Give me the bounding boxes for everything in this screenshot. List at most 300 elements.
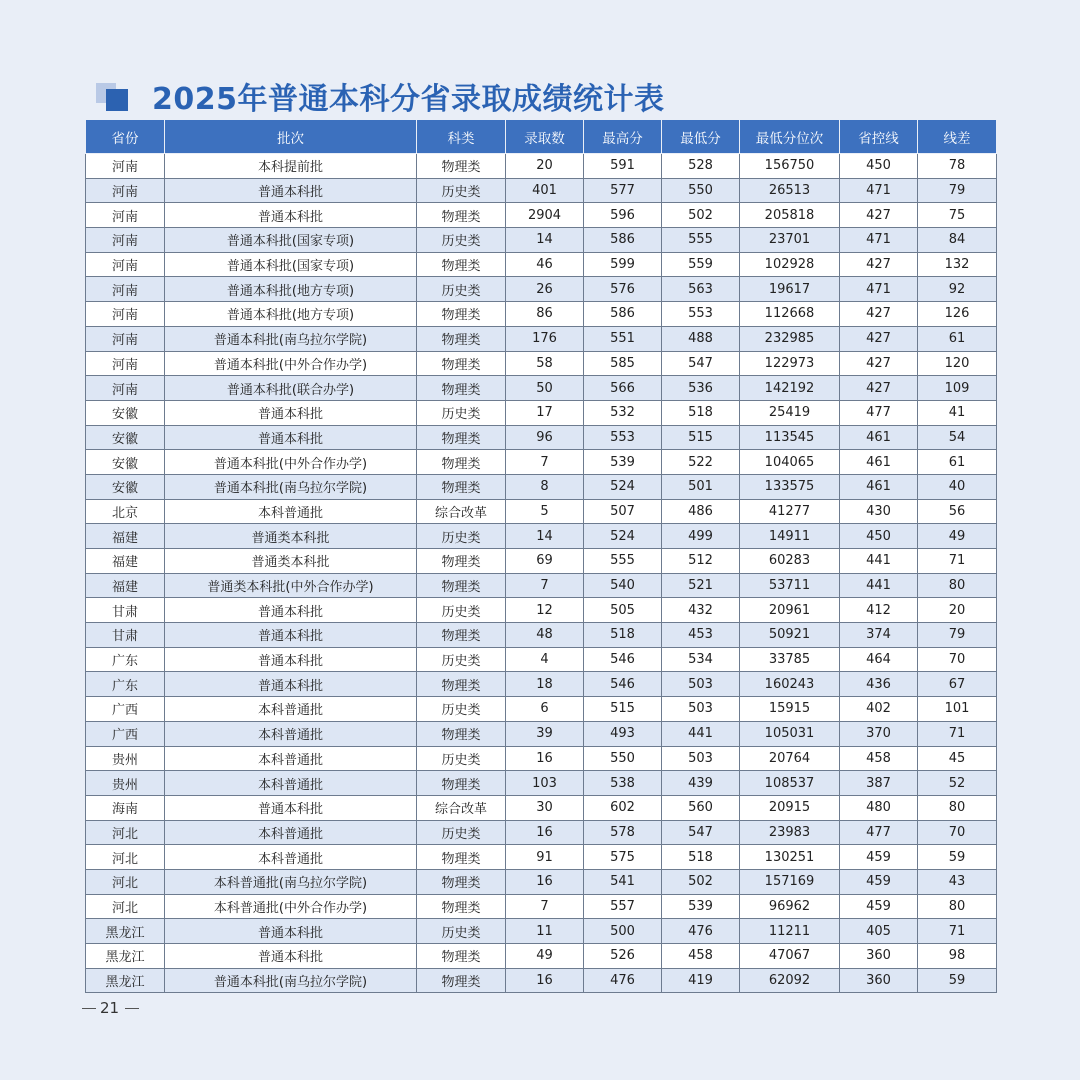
cell-admitted: 49 <box>506 944 584 969</box>
cell-subject: 物理类 <box>417 944 506 969</box>
cell-control-line: 436 <box>840 672 918 697</box>
cell-line-diff: 61 <box>918 326 997 351</box>
cell-line-diff: 92 <box>918 277 997 302</box>
cell-batch: 普通本科批 <box>165 400 417 425</box>
cell-province: 海南 <box>86 795 165 820</box>
cell-min-score: 512 <box>662 549 740 574</box>
cell-control-line: 461 <box>840 450 918 475</box>
cell-province: 广东 <box>86 672 165 697</box>
table-row <box>86 203 997 228</box>
cell-batch: 普通本科批 <box>165 647 417 672</box>
cell-subject: 物理类 <box>417 771 506 796</box>
header-province: 省份 <box>86 120 165 154</box>
table-row <box>86 845 997 870</box>
cell-control-line: 461 <box>840 425 918 450</box>
cell-min-rank: 23701 <box>740 228 840 253</box>
cell-batch: 本科普通批 <box>165 721 417 746</box>
cell-batch: 本科普通批 <box>165 771 417 796</box>
cell-max-score: 577 <box>584 178 662 203</box>
cell-min-score: 503 <box>662 746 740 771</box>
cell-min-rank: 20915 <box>740 795 840 820</box>
cell-province: 黑龙江 <box>86 968 165 993</box>
cell-control-line: 471 <box>840 277 918 302</box>
cell-admitted: 103 <box>506 771 584 796</box>
cell-line-diff: 45 <box>918 746 997 771</box>
cell-admitted: 7 <box>506 573 584 598</box>
cell-max-score: 532 <box>584 400 662 425</box>
cell-admitted: 17 <box>506 400 584 425</box>
cell-max-score: 576 <box>584 277 662 302</box>
cell-province: 福建 <box>86 573 165 598</box>
cell-batch: 普通本科批 <box>165 944 417 969</box>
table-row <box>86 968 997 993</box>
cell-control-line: 464 <box>840 647 918 672</box>
cell-line-diff: 109 <box>918 376 997 401</box>
cell-line-diff: 71 <box>918 721 997 746</box>
cell-subject: 物理类 <box>417 721 506 746</box>
cell-province: 贵州 <box>86 771 165 796</box>
table-row <box>86 277 997 302</box>
cell-admitted: 48 <box>506 623 584 648</box>
cell-control-line: 427 <box>840 351 918 376</box>
header-max-score: 最高分 <box>584 120 662 154</box>
cell-min-score: 539 <box>662 894 740 919</box>
cell-admitted: 2904 <box>506 203 584 228</box>
cell-province: 北京 <box>86 499 165 524</box>
cell-batch: 普通本科批(国家专项) <box>165 228 417 253</box>
table-row <box>86 573 997 598</box>
cell-admitted: 26 <box>506 277 584 302</box>
cell-batch: 普通本科批 <box>165 623 417 648</box>
cell-batch: 普通本科批(南乌拉尔学院) <box>165 474 417 499</box>
table-row <box>86 499 997 524</box>
cell-line-diff: 56 <box>918 499 997 524</box>
cell-min-rank: 53711 <box>740 573 840 598</box>
cell-min-score: 518 <box>662 845 740 870</box>
square-bullet-icon <box>96 79 132 113</box>
cell-control-line: 441 <box>840 549 918 574</box>
cell-min-score: 503 <box>662 672 740 697</box>
page-number <box>78 999 143 1017</box>
cell-min-score: 453 <box>662 623 740 648</box>
cell-min-score: 553 <box>662 302 740 327</box>
cell-admitted: 14 <box>506 228 584 253</box>
cell-province: 安徽 <box>86 425 165 450</box>
cell-control-line: 441 <box>840 573 918 598</box>
cell-min-rank: 113545 <box>740 425 840 450</box>
cell-line-diff: 75 <box>918 203 997 228</box>
cell-province: 河南 <box>86 302 165 327</box>
cell-province: 河南 <box>86 252 165 277</box>
cell-min-rank: 26513 <box>740 178 840 203</box>
cell-province: 河南 <box>86 228 165 253</box>
cell-control-line: 405 <box>840 919 918 944</box>
cell-min-rank: 23983 <box>740 820 840 845</box>
cell-line-diff: 70 <box>918 820 997 845</box>
cell-line-diff: 126 <box>918 302 997 327</box>
cell-min-score: 515 <box>662 425 740 450</box>
cell-subject: 物理类 <box>417 154 506 179</box>
cell-subject: 物理类 <box>417 894 506 919</box>
cell-min-score: 536 <box>662 376 740 401</box>
cell-max-score: 553 <box>584 425 662 450</box>
cell-admitted: 96 <box>506 425 584 450</box>
cell-batch: 普通本科批 <box>165 795 417 820</box>
cell-subject: 物理类 <box>417 623 506 648</box>
cell-min-score: 503 <box>662 697 740 722</box>
cell-province: 安徽 <box>86 474 165 499</box>
cell-control-line: 427 <box>840 203 918 228</box>
cell-batch: 本科提前批 <box>165 154 417 179</box>
cell-admitted: 6 <box>506 697 584 722</box>
cell-province: 河南 <box>86 326 165 351</box>
cell-min-score: 555 <box>662 228 740 253</box>
cell-province: 甘肃 <box>86 598 165 623</box>
cell-line-diff: 98 <box>918 944 997 969</box>
table-row <box>86 425 997 450</box>
cell-admitted: 8 <box>506 474 584 499</box>
cell-subject: 历史类 <box>417 277 506 302</box>
cell-subject: 物理类 <box>417 302 506 327</box>
cell-min-score: 476 <box>662 919 740 944</box>
cell-subject: 历史类 <box>417 697 506 722</box>
cell-line-diff: 79 <box>918 178 997 203</box>
table-row <box>86 598 997 623</box>
cell-control-line: 374 <box>840 623 918 648</box>
cell-batch: 普通本科批 <box>165 598 417 623</box>
table-row <box>86 154 997 179</box>
cell-province: 福建 <box>86 524 165 549</box>
cell-min-rank: 47067 <box>740 944 840 969</box>
cell-batch: 普通本科批(地方专项) <box>165 302 417 327</box>
cell-admitted: 86 <box>506 302 584 327</box>
cell-subject: 物理类 <box>417 474 506 499</box>
cell-min-rank: 232985 <box>740 326 840 351</box>
cell-admitted: 11 <box>506 919 584 944</box>
cell-min-rank: 33785 <box>740 647 840 672</box>
table-row <box>86 697 997 722</box>
cell-min-rank: 15915 <box>740 697 840 722</box>
cell-admitted: 39 <box>506 721 584 746</box>
cell-subject: 物理类 <box>417 376 506 401</box>
cell-min-score: 458 <box>662 944 740 969</box>
cell-control-line: 387 <box>840 771 918 796</box>
cell-subject: 历史类 <box>417 178 506 203</box>
cell-control-line: 459 <box>840 894 918 919</box>
table-row <box>86 869 997 894</box>
table-row <box>86 820 997 845</box>
cell-control-line: 480 <box>840 795 918 820</box>
cell-line-diff: 71 <box>918 919 997 944</box>
cell-batch: 普通本科批(中外合作办学) <box>165 351 417 376</box>
cell-min-score: 499 <box>662 524 740 549</box>
cell-line-diff: 43 <box>918 869 997 894</box>
cell-max-score: 586 <box>584 302 662 327</box>
cell-line-diff: 71 <box>918 549 997 574</box>
cell-line-diff: 80 <box>918 894 997 919</box>
cell-max-score: 507 <box>584 499 662 524</box>
cell-subject: 物理类 <box>417 845 506 870</box>
cell-province: 河南 <box>86 178 165 203</box>
cell-batch: 普通本科批(联合办学) <box>165 376 417 401</box>
cell-control-line: 459 <box>840 845 918 870</box>
cell-min-rank: 157169 <box>740 869 840 894</box>
cell-min-rank: 11211 <box>740 919 840 944</box>
cell-min-score: 547 <box>662 351 740 376</box>
cell-max-score: 524 <box>584 524 662 549</box>
cell-province: 河北 <box>86 894 165 919</box>
cell-max-score: 493 <box>584 721 662 746</box>
cell-admitted: 58 <box>506 351 584 376</box>
cell-control-line: 360 <box>840 944 918 969</box>
cell-line-diff: 80 <box>918 573 997 598</box>
cell-max-score: 591 <box>584 154 662 179</box>
header-batch: 批次 <box>165 120 417 154</box>
cell-subject: 物理类 <box>417 450 506 475</box>
cell-min-score: 528 <box>662 154 740 179</box>
cell-batch: 普通本科批(国家专项) <box>165 252 417 277</box>
cell-subject: 物理类 <box>417 425 506 450</box>
cell-min-rank: 156750 <box>740 154 840 179</box>
cell-subject: 物理类 <box>417 968 506 993</box>
cell-subject: 物理类 <box>417 869 506 894</box>
table-row <box>86 919 997 944</box>
cell-province: 安徽 <box>86 450 165 475</box>
cell-admitted: 401 <box>506 178 584 203</box>
cell-min-rank: 142192 <box>740 376 840 401</box>
page-number-text: 21 <box>100 999 120 1017</box>
cell-max-score: 505 <box>584 598 662 623</box>
table-row <box>86 771 997 796</box>
cell-batch: 普通本科批(南乌拉尔学院) <box>165 326 417 351</box>
cell-max-score: 575 <box>584 845 662 870</box>
cell-min-score: 502 <box>662 203 740 228</box>
cell-min-rank: 25419 <box>740 400 840 425</box>
cell-admitted: 14 <box>506 524 584 549</box>
cell-control-line: 427 <box>840 302 918 327</box>
cell-line-diff: 52 <box>918 771 997 796</box>
cell-province: 甘肃 <box>86 623 165 648</box>
table-row <box>86 351 997 376</box>
cell-batch: 普通本科批 <box>165 919 417 944</box>
cell-admitted: 91 <box>506 845 584 870</box>
cell-min-rank: 122973 <box>740 351 840 376</box>
table-row <box>86 302 997 327</box>
cell-max-score: 602 <box>584 795 662 820</box>
table-row <box>86 549 997 574</box>
cell-min-score: 547 <box>662 820 740 845</box>
cell-max-score: 557 <box>584 894 662 919</box>
cell-admitted: 30 <box>506 795 584 820</box>
cell-control-line: 402 <box>840 697 918 722</box>
cell-subject: 历史类 <box>417 919 506 944</box>
cell-province: 河南 <box>86 154 165 179</box>
cell-control-line: 477 <box>840 820 918 845</box>
table-row <box>86 524 997 549</box>
cell-control-line: 427 <box>840 326 918 351</box>
page-title: 2025年普通本科分省录取成绩统计表 <box>152 82 665 117</box>
cell-control-line: 360 <box>840 968 918 993</box>
table-body <box>86 154 997 993</box>
cell-control-line: 427 <box>840 252 918 277</box>
table-row <box>86 721 997 746</box>
cell-min-rank: 20764 <box>740 746 840 771</box>
cell-min-score: 432 <box>662 598 740 623</box>
cell-min-rank: 133575 <box>740 474 840 499</box>
cell-line-diff: 67 <box>918 672 997 697</box>
cell-line-diff: 84 <box>918 228 997 253</box>
cell-min-rank: 112668 <box>740 302 840 327</box>
cell-min-score: 563 <box>662 277 740 302</box>
header-control-line: 省控线 <box>840 120 918 154</box>
cell-batch: 本科普通批 <box>165 845 417 870</box>
table-row <box>86 944 997 969</box>
cell-max-score: 546 <box>584 672 662 697</box>
cell-line-diff: 40 <box>918 474 997 499</box>
cell-admitted: 18 <box>506 672 584 697</box>
cell-min-rank: 96962 <box>740 894 840 919</box>
cell-subject: 历史类 <box>417 820 506 845</box>
table-row <box>86 450 997 475</box>
cell-batch: 普通本科批 <box>165 672 417 697</box>
cell-admitted: 12 <box>506 598 584 623</box>
cell-control-line: 471 <box>840 178 918 203</box>
cell-province: 广西 <box>86 721 165 746</box>
cell-min-rank: 19617 <box>740 277 840 302</box>
cell-province: 贵州 <box>86 746 165 771</box>
cell-subject: 物理类 <box>417 326 506 351</box>
cell-batch: 本科普通批 <box>165 499 417 524</box>
cell-line-diff: 80 <box>918 795 997 820</box>
cell-max-score: 585 <box>584 351 662 376</box>
table-row <box>86 252 997 277</box>
cell-admitted: 7 <box>506 894 584 919</box>
cell-min-score: 550 <box>662 178 740 203</box>
cell-min-score: 488 <box>662 326 740 351</box>
cell-admitted: 176 <box>506 326 584 351</box>
header-admitted: 录取数 <box>506 120 584 154</box>
title-bar <box>96 74 665 118</box>
cell-province: 河南 <box>86 376 165 401</box>
cell-admitted: 16 <box>506 968 584 993</box>
cell-max-score: 476 <box>584 968 662 993</box>
cell-subject: 物理类 <box>417 549 506 574</box>
cell-control-line: 450 <box>840 154 918 179</box>
header-line-diff: 线差 <box>918 120 997 154</box>
cell-subject: 物理类 <box>417 573 506 598</box>
cell-province: 河南 <box>86 203 165 228</box>
cell-batch: 普通本科批 <box>165 425 417 450</box>
table-row <box>86 376 997 401</box>
cell-min-rank: 50921 <box>740 623 840 648</box>
cell-min-rank: 105031 <box>740 721 840 746</box>
cell-line-diff: 61 <box>918 450 997 475</box>
cell-min-rank: 14911 <box>740 524 840 549</box>
cell-subject: 历史类 <box>417 746 506 771</box>
cell-control-line: 430 <box>840 499 918 524</box>
cell-max-score: 518 <box>584 623 662 648</box>
cell-batch: 本科普通批(南乌拉尔学院) <box>165 869 417 894</box>
cell-batch: 普通类本科批 <box>165 524 417 549</box>
cell-max-score: 599 <box>584 252 662 277</box>
cell-subject: 物理类 <box>417 252 506 277</box>
cell-province: 河南 <box>86 277 165 302</box>
cell-max-score: 551 <box>584 326 662 351</box>
table-row <box>86 326 997 351</box>
cell-min-score: 534 <box>662 647 740 672</box>
cell-max-score: 500 <box>584 919 662 944</box>
cell-line-diff: 54 <box>918 425 997 450</box>
cell-admitted: 46 <box>506 252 584 277</box>
cell-admitted: 4 <box>506 647 584 672</box>
cell-province: 河南 <box>86 351 165 376</box>
cell-line-diff: 59 <box>918 968 997 993</box>
cell-control-line: 450 <box>840 524 918 549</box>
cell-batch: 普通本科批(中外合作办学) <box>165 450 417 475</box>
cell-control-line: 412 <box>840 598 918 623</box>
cell-min-score: 501 <box>662 474 740 499</box>
table-row <box>86 746 997 771</box>
cell-max-score: 596 <box>584 203 662 228</box>
cell-batch: 普通本科批(南乌拉尔学院) <box>165 968 417 993</box>
cell-subject: 物理类 <box>417 203 506 228</box>
cell-control-line: 459 <box>840 869 918 894</box>
cell-line-diff: 120 <box>918 351 997 376</box>
table-row <box>86 672 997 697</box>
cell-subject: 历史类 <box>417 598 506 623</box>
cell-max-score: 526 <box>584 944 662 969</box>
cell-subject: 综合改革 <box>417 499 506 524</box>
cell-province: 黑龙江 <box>86 919 165 944</box>
cell-min-rank: 102928 <box>740 252 840 277</box>
cell-line-diff: 49 <box>918 524 997 549</box>
cell-subject: 历史类 <box>417 228 506 253</box>
cell-control-line: 461 <box>840 474 918 499</box>
cell-line-diff: 78 <box>918 154 997 179</box>
cell-batch: 普通本科批 <box>165 178 417 203</box>
table-row <box>86 647 997 672</box>
cell-min-rank: 20961 <box>740 598 840 623</box>
cell-max-score: 566 <box>584 376 662 401</box>
cell-min-score: 419 <box>662 968 740 993</box>
cell-subject: 物理类 <box>417 351 506 376</box>
cell-admitted: 16 <box>506 869 584 894</box>
cell-line-diff: 101 <box>918 697 997 722</box>
cell-min-score: 521 <box>662 573 740 598</box>
header-min-rank: 最低分位次 <box>740 120 840 154</box>
cell-province: 河北 <box>86 820 165 845</box>
cell-max-score: 539 <box>584 450 662 475</box>
header-subject: 科类 <box>417 120 506 154</box>
cell-control-line: 477 <box>840 400 918 425</box>
cell-province: 广东 <box>86 647 165 672</box>
cell-min-rank: 60283 <box>740 549 840 574</box>
admission-scores-table <box>85 119 997 993</box>
cell-admitted: 69 <box>506 549 584 574</box>
cell-line-diff: 132 <box>918 252 997 277</box>
cell-province: 福建 <box>86 549 165 574</box>
cell-min-rank: 108537 <box>740 771 840 796</box>
cell-min-score: 518 <box>662 400 740 425</box>
cell-province: 安徽 <box>86 400 165 425</box>
cell-line-diff: 59 <box>918 845 997 870</box>
cell-batch: 普通类本科批 <box>165 549 417 574</box>
cell-control-line: 471 <box>840 228 918 253</box>
table-row <box>86 228 997 253</box>
cell-batch: 本科普通批 <box>165 820 417 845</box>
cell-batch: 普通本科批(地方专项) <box>165 277 417 302</box>
cell-batch: 普通类本科批(中外合作办学) <box>165 573 417 598</box>
